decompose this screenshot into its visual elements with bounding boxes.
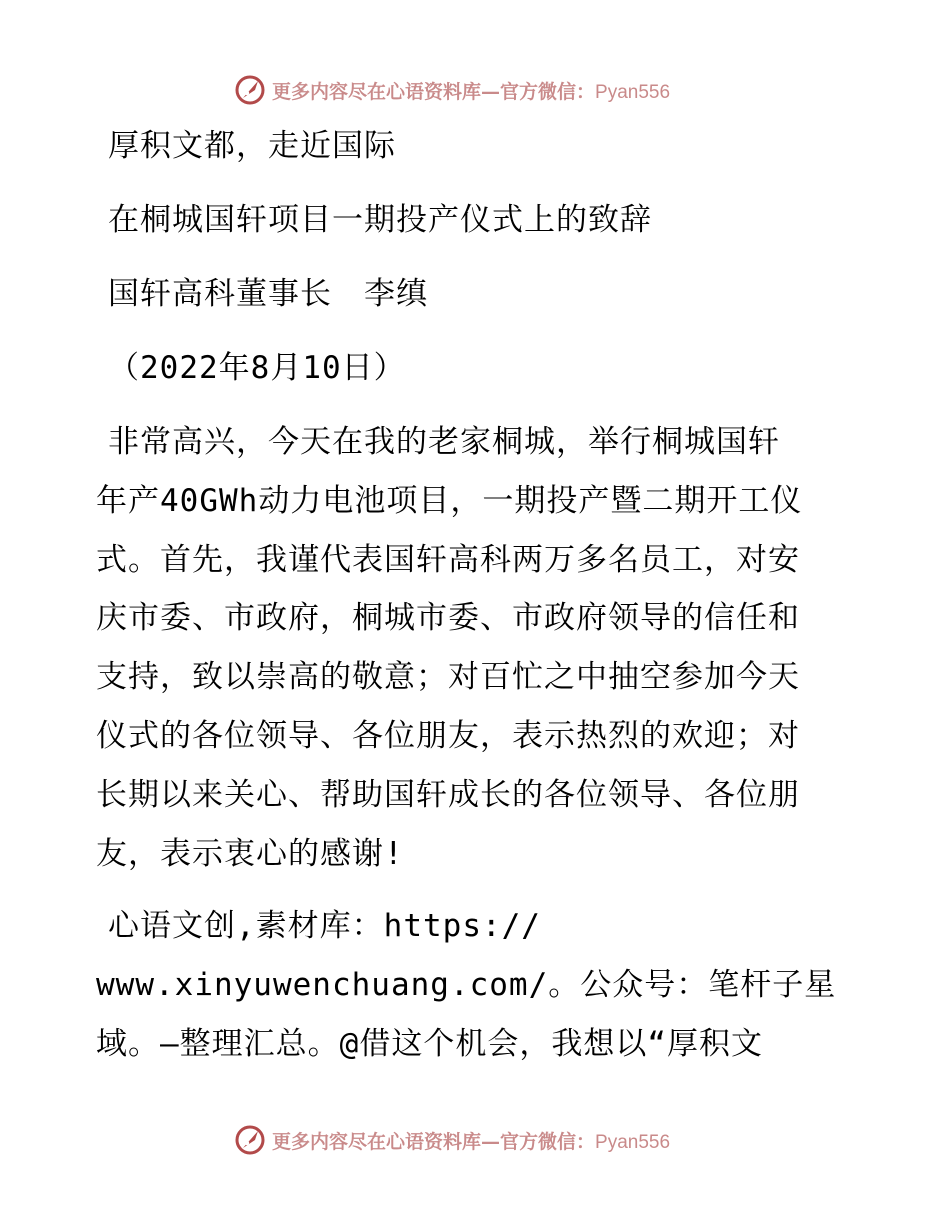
document-date: （2022年8月10日） (108, 350, 406, 386)
paragraph-line: 心语文创,素材库：https:// (108, 908, 541, 944)
document-subtitle: 在桐城国轩项目一期投产仪式上的致辞 (108, 202, 652, 238)
document-title: 厚积文都，走近国际 (108, 128, 396, 164)
paragraph-line: 长期以来关心、帮助国轩成长的各位领导、各位朋 (96, 777, 800, 813)
paragraph-line: 支持，致以崇高的敬意；对百忙之中抽空参加今天 (96, 659, 800, 695)
quill-logo-icon (234, 1124, 266, 1156)
header-watermark (234, 72, 670, 108)
watermark-handle: Pyan556 (595, 81, 671, 103)
paragraph-line: 年产40GWh动力电池项目，一期投产暨二期开工仪 (96, 483, 803, 519)
watermark-text: 更多内容尽在心语资料库—官方微信：Pyan556 (272, 1130, 671, 1153)
paragraph-line: 域。—整理汇总。@借这个机会，我想以“厚积文 (96, 1026, 763, 1062)
watermark-text: 更多内容尽在心语资料库—官方微信：Pyan556 (272, 80, 671, 103)
watermark-handle: Pyan556 (595, 1131, 671, 1153)
quill-logo-icon (234, 74, 266, 106)
paragraph-line: 友，表示衷心的感谢! (96, 836, 404, 872)
footer-watermark (234, 1122, 670, 1158)
paragraph-line: www.xinyuwenchuang.com/。公众号：笔杆子星 (96, 967, 837, 1003)
paragraph-line: 庆市委、市政府，桐城市委、市政府领导的信任和 (96, 600, 800, 636)
paragraph-line: 仪式的各位领导、各位朋友，表示热烈的欢迎；对 (96, 718, 800, 754)
paragraph-line: 非常高兴，今天在我的老家桐城，举行桐城国轩 (108, 424, 780, 460)
document-author: 国轩高科董事长 李缜 (108, 276, 428, 312)
paragraph-line: 式。首先，我谨代表国轩高科两万多名员工，对安 (96, 542, 800, 578)
